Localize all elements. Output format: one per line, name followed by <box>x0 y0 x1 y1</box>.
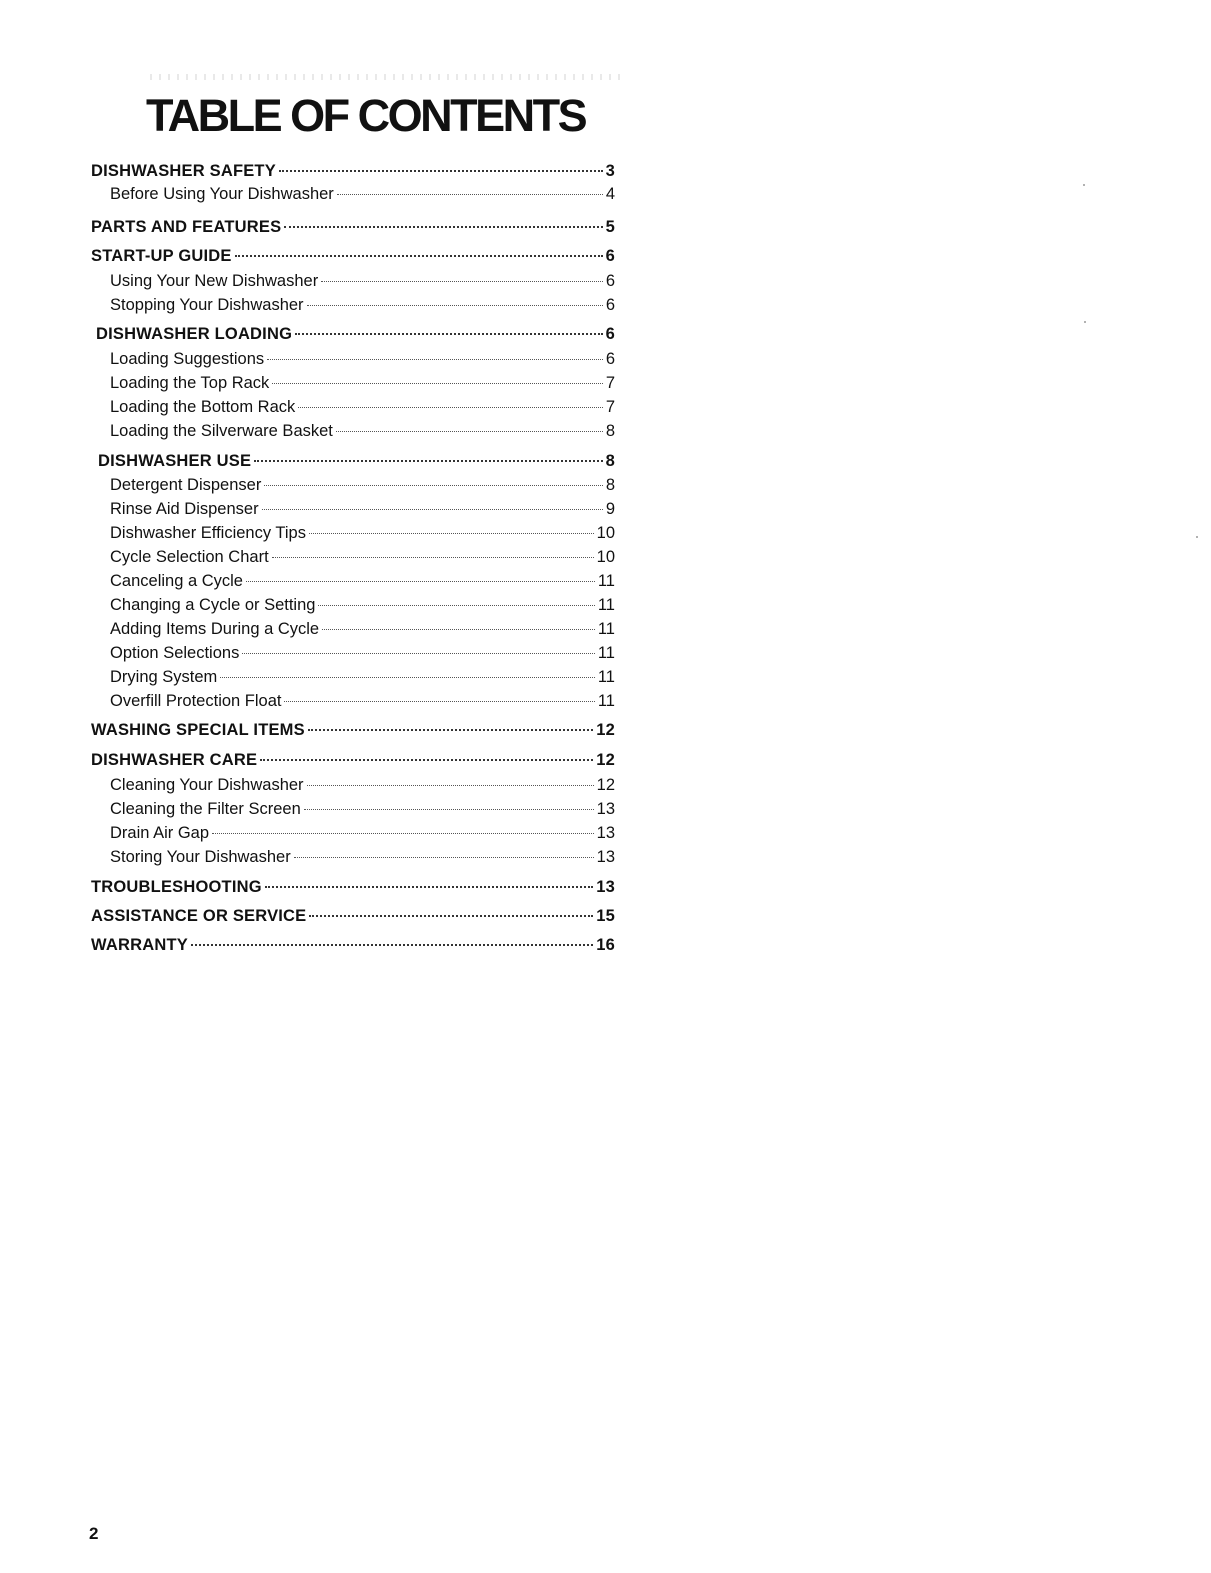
dot-leader <box>336 431 603 432</box>
dot-leader <box>307 305 603 306</box>
toc-entry-page: 10 <box>596 548 615 566</box>
dot-leader <box>262 509 603 510</box>
toc-entry-page: 7 <box>605 398 615 416</box>
dot-leader <box>298 407 603 408</box>
toc-entry-page: 12 <box>596 721 615 739</box>
toc-entry-label: Adding Items During a Cycle <box>110 620 320 638</box>
toc-entry-page: 11 <box>597 596 615 614</box>
toc-entry-page: 13 <box>596 800 615 818</box>
dot-leader <box>279 170 603 172</box>
toc-entry-page: 8 <box>605 476 615 494</box>
toc-entry <box>110 800 615 824</box>
toc-entry-label: Cleaning Your Dishwasher <box>110 776 304 794</box>
dot-leader <box>264 485 602 486</box>
toc-entry-label: Loading Suggestions <box>110 350 265 368</box>
toc-entry-page: 12 <box>596 751 615 769</box>
dot-leader <box>267 359 603 360</box>
toc-entry-label: Storing Your Dishwasher <box>110 848 291 866</box>
toc-entry-label: Overfill Protection Float <box>110 692 282 710</box>
toc-entry <box>110 572 615 596</box>
toc-entry-page: 6 <box>605 325 615 343</box>
toc-entry-label: Rinse Aid Dispenser <box>110 500 259 518</box>
dot-leader <box>191 944 593 946</box>
toc-entry-page: 10 <box>596 524 615 542</box>
dot-leader <box>322 629 595 630</box>
toc-entry <box>98 452 615 476</box>
toc-entry-page: 6 <box>605 350 615 368</box>
toc-entry-page: 9 <box>605 500 615 518</box>
dot-leader <box>254 460 602 462</box>
toc-entry-page: 13 <box>596 824 615 842</box>
toc-entry <box>96 325 615 349</box>
toc-entry-page: 16 <box>596 936 615 954</box>
dot-leader <box>294 857 594 858</box>
dot-leader <box>284 701 594 702</box>
toc-entry <box>110 596 615 620</box>
dot-leader <box>220 677 595 678</box>
toc-entry-page: 11 <box>597 620 615 638</box>
toc-entry <box>110 524 615 548</box>
dot-leader <box>260 759 593 761</box>
toc-entry-label: Loading the Bottom Rack <box>110 398 296 416</box>
dot-leader <box>235 255 603 257</box>
toc-entry <box>91 721 615 745</box>
toc-entry-page: 13 <box>596 878 615 896</box>
toc-entry-label: Detergent Dispenser <box>110 476 262 494</box>
toc-entry-page: 4 <box>605 185 615 203</box>
dot-leader <box>272 557 594 558</box>
dot-leader <box>321 281 603 282</box>
toc-entry <box>110 476 615 500</box>
dot-leader <box>304 809 594 810</box>
toc-entry-page: 11 <box>597 572 615 590</box>
toc-entry-label: DISHWASHER USE <box>98 452 252 470</box>
toc-entry <box>110 644 615 668</box>
toc-entry <box>110 296 615 320</box>
toc-entry-label: WASHING SPECIAL ITEMS <box>91 721 305 739</box>
toc-entry <box>110 500 615 524</box>
toc-entry-label: Canceling a Cycle <box>110 572 243 590</box>
toc-entry <box>91 907 615 931</box>
toc-entry <box>91 936 615 960</box>
toc-entry-label: Stopping Your Dishwasher <box>110 296 304 314</box>
toc-entry <box>91 218 615 242</box>
toc-entry-page: 11 <box>597 644 615 662</box>
dot-leader <box>295 333 603 335</box>
dot-leader <box>309 533 594 534</box>
toc-entry-page: 8 <box>605 422 615 440</box>
dot-leader <box>309 915 593 917</box>
toc-entry-page: 12 <box>596 776 615 794</box>
toc-entry-label: TROUBLESHOOTING <box>91 878 262 896</box>
toc-entry <box>110 776 615 800</box>
dot-leader <box>337 194 603 195</box>
toc-entry-label: ASSISTANCE OR SERVICE <box>91 907 307 925</box>
toc-entry-label: Cleaning the Filter Screen <box>110 800 301 818</box>
scan-speck <box>1084 321 1086 323</box>
toc-entry <box>110 692 615 716</box>
dot-leader <box>212 833 594 834</box>
toc-entry-label: Loading the Top Rack <box>110 374 270 392</box>
toc-entry <box>110 374 615 398</box>
toc-entry <box>110 824 615 848</box>
toc-entry-label: Option Selections <box>110 644 240 662</box>
toc-entry <box>110 548 615 572</box>
scan-speck <box>1083 184 1085 186</box>
toc-entry-page: 8 <box>605 452 615 470</box>
toc-entry-label: DISHWASHER CARE <box>91 751 258 769</box>
toc-entry-page: 11 <box>597 692 615 710</box>
toc-entry-label: PARTS AND FEATURES <box>91 218 282 236</box>
toc-entry-page: 6 <box>605 247 615 265</box>
dot-leader <box>272 383 603 384</box>
dot-leader <box>242 653 595 654</box>
toc-entry <box>110 398 615 422</box>
dot-leader <box>265 886 593 888</box>
toc-entry-label: START-UP GUIDE <box>91 247 232 265</box>
toc-entry <box>110 620 615 644</box>
toc-entry-page: 5 <box>605 218 615 236</box>
dot-leader <box>246 581 595 582</box>
toc-entry-page: 11 <box>597 668 615 686</box>
toc-entry-label: Loading the Silverware Basket <box>110 422 333 440</box>
toc-entry-page: 13 <box>596 848 615 866</box>
toc-entry-page: 15 <box>596 907 615 925</box>
toc-entry <box>91 878 615 902</box>
toc-entry <box>110 185 615 209</box>
dot-leader <box>318 605 594 606</box>
toc-entry <box>91 247 615 271</box>
toc-entry <box>110 350 615 374</box>
toc-entry-label: Dishwasher Efficiency Tips <box>110 524 306 542</box>
toc-entry-label: Before Using Your Dishwasher <box>110 185 334 203</box>
toc-entry <box>91 751 615 775</box>
page-title: TABLE OF CONTENTS <box>146 90 586 141</box>
toc-entry-label: DISHWASHER SAFETY <box>91 162 276 180</box>
toc-entry <box>110 422 615 446</box>
scan-speck <box>1196 536 1198 538</box>
toc-entry-label: Drying System <box>110 668 218 686</box>
toc-entry <box>110 848 615 872</box>
toc-entry <box>91 162 615 186</box>
dot-leader <box>308 729 593 731</box>
toc-entry-label: Using Your New Dishwasher <box>110 272 319 290</box>
toc-entry-page: 6 <box>605 272 615 290</box>
toc-entry-page: 7 <box>605 374 615 392</box>
page-number: 2 <box>89 1524 99 1543</box>
toc-entry-label: DISHWASHER LOADING <box>96 325 293 343</box>
toc-entry-label: Cycle Selection Chart <box>110 548 269 566</box>
toc-entry-label: WARRANTY <box>91 936 188 954</box>
dot-leader <box>307 785 594 786</box>
toc-entry-label: Changing a Cycle or Setting <box>110 596 316 614</box>
toc-entry-page: 3 <box>605 162 615 180</box>
toc-entry <box>110 668 615 692</box>
toc-entry-page: 6 <box>605 296 615 314</box>
toc-entry <box>110 272 615 296</box>
dot-leader <box>284 226 602 228</box>
toc-entry-label: Drain Air Gap <box>110 824 210 842</box>
